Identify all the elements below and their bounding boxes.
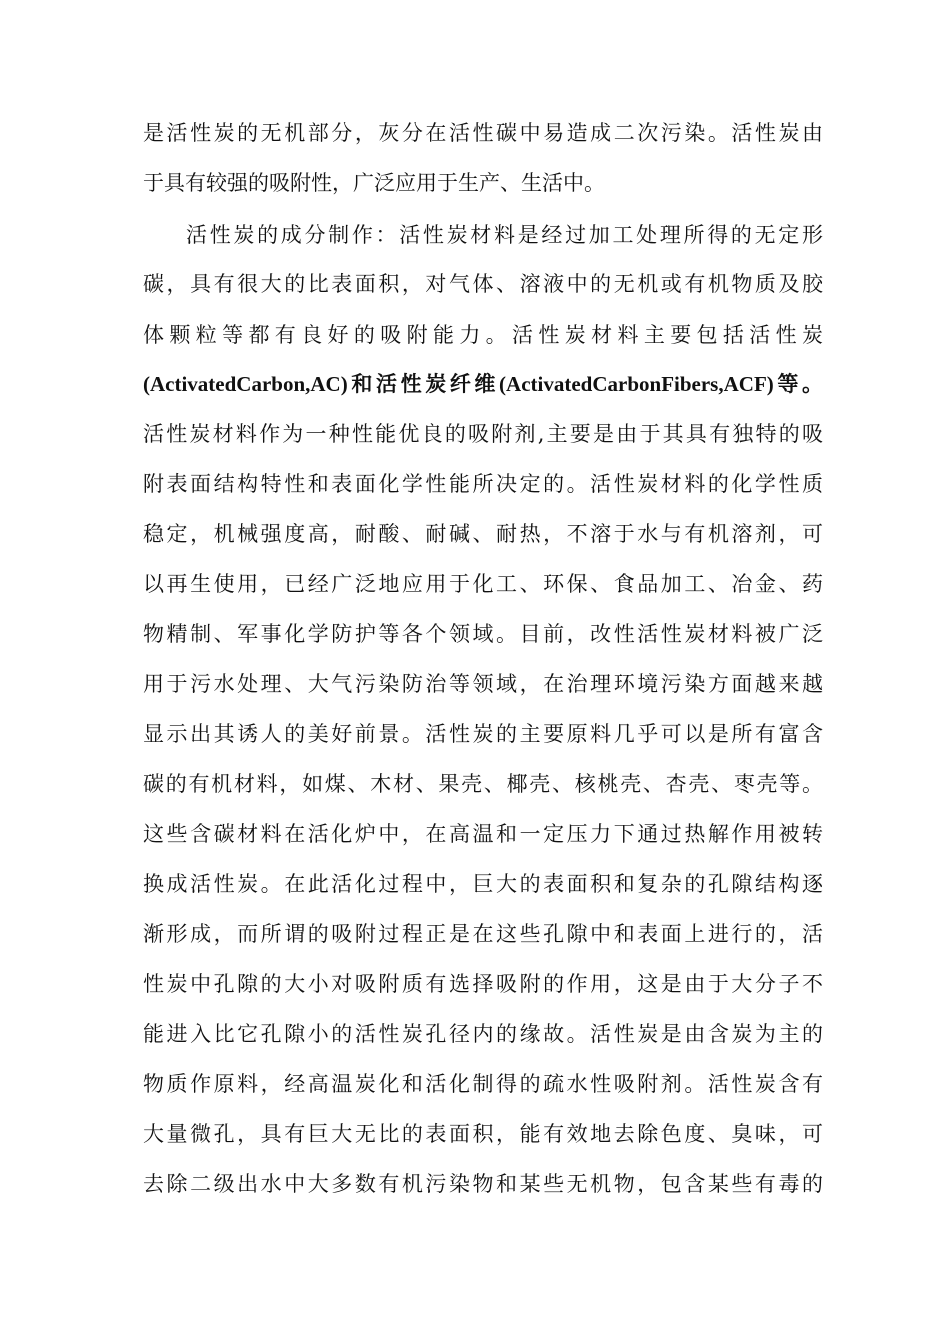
- text-line: 用于污水处理、大气污染防治等领域，在治理环境污染方面越来越: [143, 672, 823, 696]
- text-line: 稳定，机械强度高，耐酸、耐碱、耐热，不溶于水与有机溶剂，可: [143, 522, 823, 546]
- text-line: 渐形成，而所谓的吸附过程正是在这些孔隙中和表面上进行的，活: [143, 922, 823, 946]
- text-line: 显示出其诱人的美好前景。活性炭的主要原料几乎可以是所有富含: [143, 722, 823, 746]
- paragraph-first-line: 活性炭的成分制作：活性炭材料是经过加工处理所得的无定形: [186, 223, 823, 247]
- text-line: 是活性炭的无机部分，灰分在活性碳中易造成二次污染。活性炭由: [143, 121, 823, 145]
- text-line: 这些含碳材料在活化炉中，在高温和一定压力下通过热解作用被转: [143, 822, 823, 846]
- text-line: 附表面结构特性和表面化学性能所决定的。活性炭材料的化学性质: [143, 472, 823, 496]
- text-line: 去除二级出水中大多数有机污染物和某些无机物，包含某些有毒的: [143, 1172, 823, 1196]
- text-line: 性炭中孔隙的大小对吸附质有选择吸附的作用，这是由于大分子不: [143, 972, 823, 996]
- text-line: 物质作原料，经高温炭化和活化制得的疏水性吸附剂。活性炭含有: [143, 1072, 823, 1096]
- text-line-english-terms: (ActivatedCarbon,AC)和活性炭纤维(ActivatedCarbonFibers,ACF)等。: [143, 372, 823, 396]
- text-line: 换成活性炭。在此活化过程中，巨大的表面积和复杂的孔隙结构逐: [143, 872, 823, 896]
- text-line: 碳的有机材料，如煤、木材、果壳、椰壳、核桃壳、杏壳、枣壳等。: [143, 772, 823, 796]
- text-line: 物精制、军事化学防护等各个领域。目前，改性活性炭材料被广泛: [143, 622, 823, 646]
- text-line: 能进入比它孔隙小的活性炭孔径内的缘故。活性炭是由含炭为主的: [143, 1022, 823, 1046]
- text-line: 大量微孔，具有巨大无比的表面积，能有效地去除色度、臭味，可: [143, 1122, 823, 1146]
- text-line: 于具有较强的吸附性，广泛应用于生产、生活中。: [143, 171, 605, 195]
- text-line: 碳，具有很大的比表面积，对气体、溶液中的无机或有机物质及胶: [143, 272, 823, 296]
- text-line: 以再生使用，已经广泛地应用于化工、环保、食品加工、冶金、药: [143, 572, 823, 596]
- text-line: 体颗粒等都有良好的吸附能力。活性炭材料主要包括活性炭: [143, 323, 823, 347]
- text-line: 活性炭材料作为一种性能优良的吸附剂,主要是由于其具有独特的吸: [143, 422, 823, 446]
